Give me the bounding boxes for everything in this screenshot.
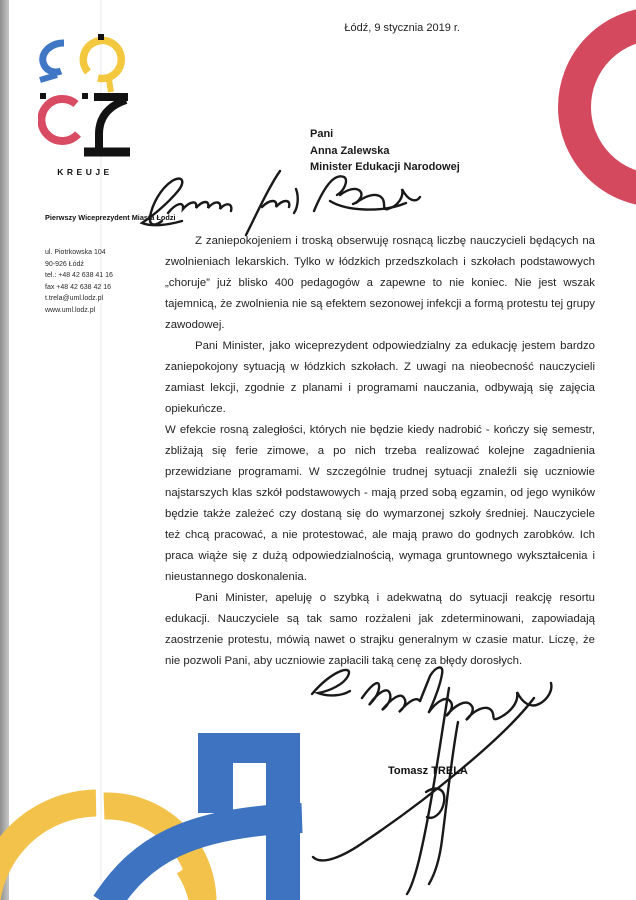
logo-letter-l-blue <box>43 43 64 72</box>
recipient-line: Pani <box>310 128 334 140</box>
logo-letter-o-tail <box>109 80 111 92</box>
logo-accent-square-left <box>40 93 46 99</box>
bottom-art-yellow-over-blue <box>188 866 203 900</box>
sender-title: Pierwszy Wiceprezydent Miasta Łodzi <box>45 213 176 222</box>
bottom-art-yellow-arc-left <box>0 803 96 900</box>
lodz-logo-mark <box>38 34 138 182</box>
logo-letter-l-crossbar <box>40 75 57 80</box>
letter-body <box>165 231 595 672</box>
recipient-line: Minister Edukacji Narodowej <box>310 161 460 173</box>
logo-letter-z-curve <box>99 100 126 148</box>
red-ring-decoration <box>558 7 636 207</box>
paragraph: Pani Minister, jako wiceprezydent odpowiedzialny za edukację jestem bardzo zaniepokojony sytuacją w łódzkich szkołach. Z uwagi na nieobecność nauczycieli zamiast lekcji, zgodnie z planami i programami nauczania, odbywają się zajęcia opiekuńcze. <box>165 340 595 415</box>
lodz-kreuje-logo <box>38 34 138 182</box>
logo-letter-d-red <box>41 99 78 141</box>
logo-tagline: KREUJE <box>57 167 113 177</box>
address-line: ul. Piotrkowska 104 <box>45 249 106 256</box>
paragraph: Z zaniepokojeniem i troską obserwuję rosnącą liczbę nauczycieli będących na zwolnieniach lekarskich. Tylko w łódzkich przedszkolach i szkołach podstawowych „choruje” już blisko 400 pedagogów a zapewne to nie koniec. Nie jest wszak tajemnicą, że zwolnienia nie są efektem sezonowej infekcji a formą protestu tej grupy zawodowej. <box>165 235 595 331</box>
address-line: 90-926 Łódź <box>45 260 84 268</box>
address-line: tel.: +48 42 638 41 16 <box>45 272 113 279</box>
address-line: t.trela@uml.lodz.pl <box>45 295 104 302</box>
logo-accent-square-mid <box>82 93 88 99</box>
date-line: Łódź, 9 stycznia 2019 r. <box>344 22 460 34</box>
signature-name: Tomasz TRELA <box>388 765 468 777</box>
bottom-art-blue-stub <box>198 733 233 813</box>
handwritten-signature <box>300 660 572 898</box>
bottom-art-blue-bar <box>266 733 300 900</box>
recipient-line: Anna Zalewska <box>310 144 390 157</box>
logo-accent-square-top <box>98 34 104 40</box>
logo-letter-o-yellow <box>83 40 121 78</box>
paragraph: Pani Minister, apeluję o szybką i adekwatną do sytuacji reakcję resortu edukacji. Nauczyciele są tak samo rozżaleni jak zdeterminowani, zapowiadają zaostrzenie protestu, mówią nawet o strajku generalnym w czasie matur. Liczę, że nie pozwoli Pani, aby uczniowie zapłacili taką cenę za błędy dorosłych. <box>165 592 595 667</box>
bottom-logo-art <box>0 728 320 900</box>
sender-address-block <box>45 247 113 316</box>
paragraph: W efekcie rosną zaległości, których nie będzie kiedy nadrobić - kończy się semestr, zbliżają się ferie zimowe, a po nich trzeba realizować kolejne zagadnienia przewidziane programami. W szczególnie trudnej sytuacji znaleźli się uczniowie najstarszych klas szkół podstawowych - mają przed sobą egzamin, od jego wyników będzie także zależeć czy dostaną się do wymarzonej szkoły średniej. Nauczyciele też chcą pracować, a nie protestować, ale mają prawo do godnych zarobków. Ich praca wiąże się z dużą odpowiedzialnością, wymaga gruntownego wykształcenia i nieustannego doskonalenia. <box>165 424 595 583</box>
address-line: fax +48 42 638 42 16 <box>45 283 111 291</box>
address-line: www.uml.lodz.pl <box>45 306 96 314</box>
